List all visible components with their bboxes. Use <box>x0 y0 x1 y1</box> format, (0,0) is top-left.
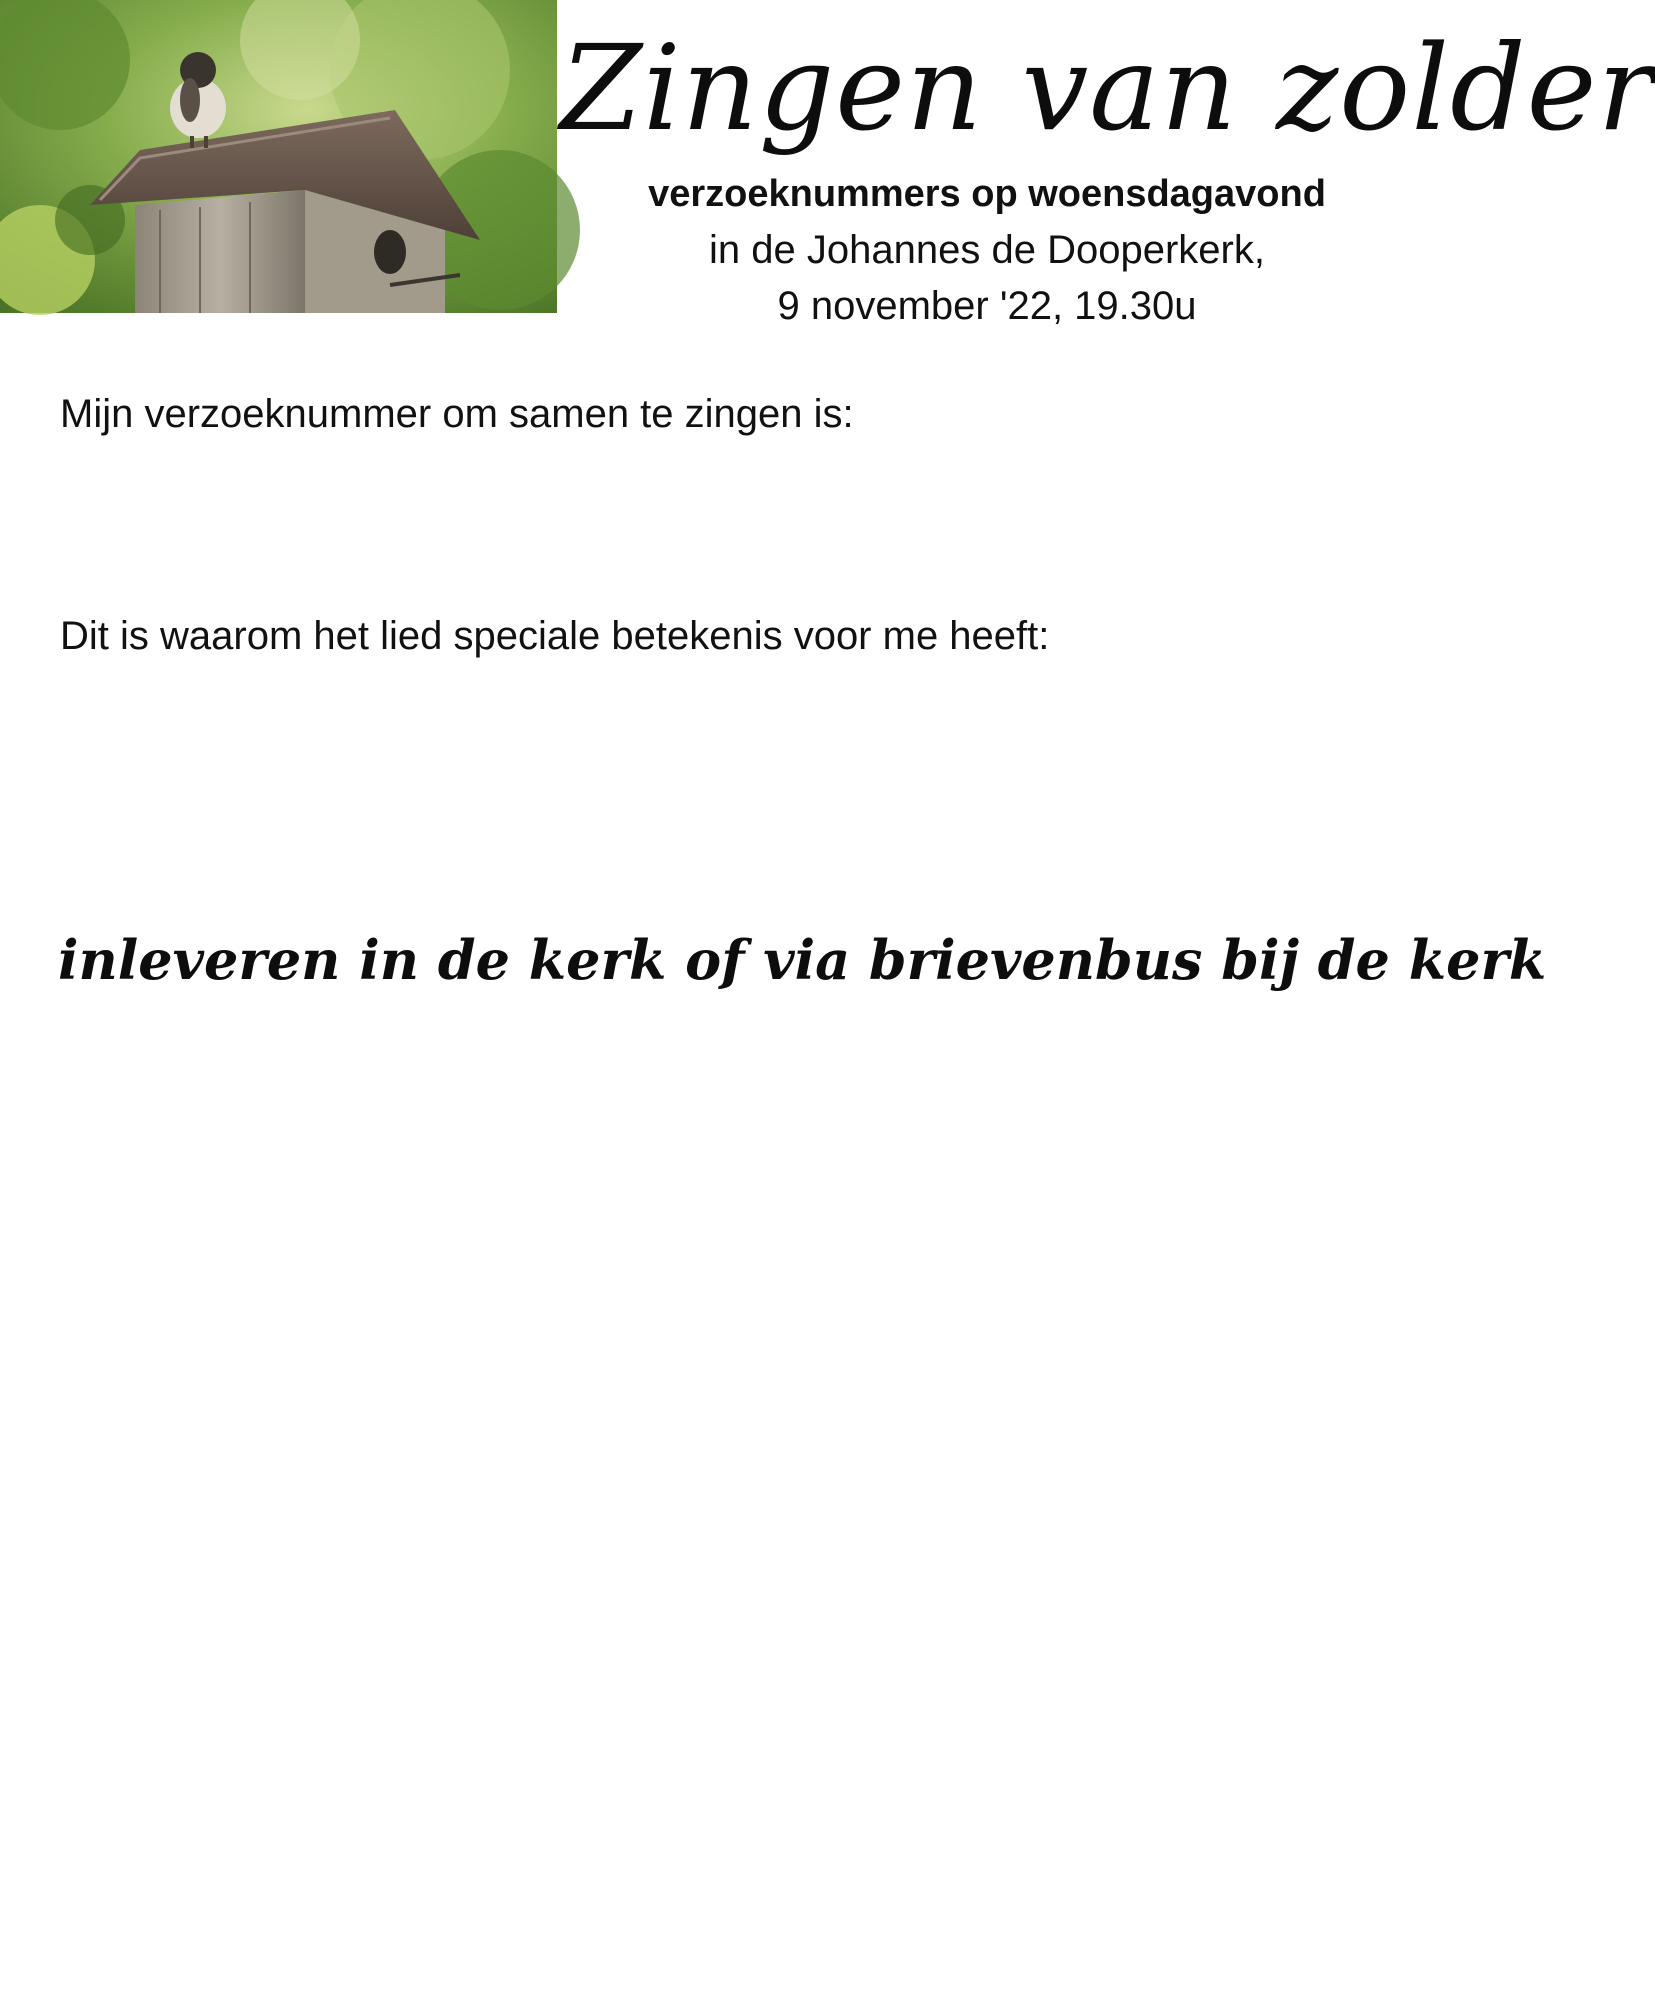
date-time-text: 9 november '22, 19.30u <box>777 284 1197 328</box>
request-song-prompt: Mijn verzoeknummer om samen te zingen is: <box>60 392 854 436</box>
submission-note: inleveren in de kerk of via brievenbus bij de kerk <box>58 928 1547 992</box>
birdhouse-photo <box>0 0 557 313</box>
location-text: in de Johannes de Dooperkerk, <box>709 228 1265 272</box>
subtitle: verzoeknummers op woensdagavond <box>648 173 1326 215</box>
header <box>560 0 1655 340</box>
song-meaning-prompt: Dit is waarom het lied speciale betekenis voor me heeft: <box>60 614 1050 658</box>
page-title: Zingen van zolder <box>560 19 1655 157</box>
